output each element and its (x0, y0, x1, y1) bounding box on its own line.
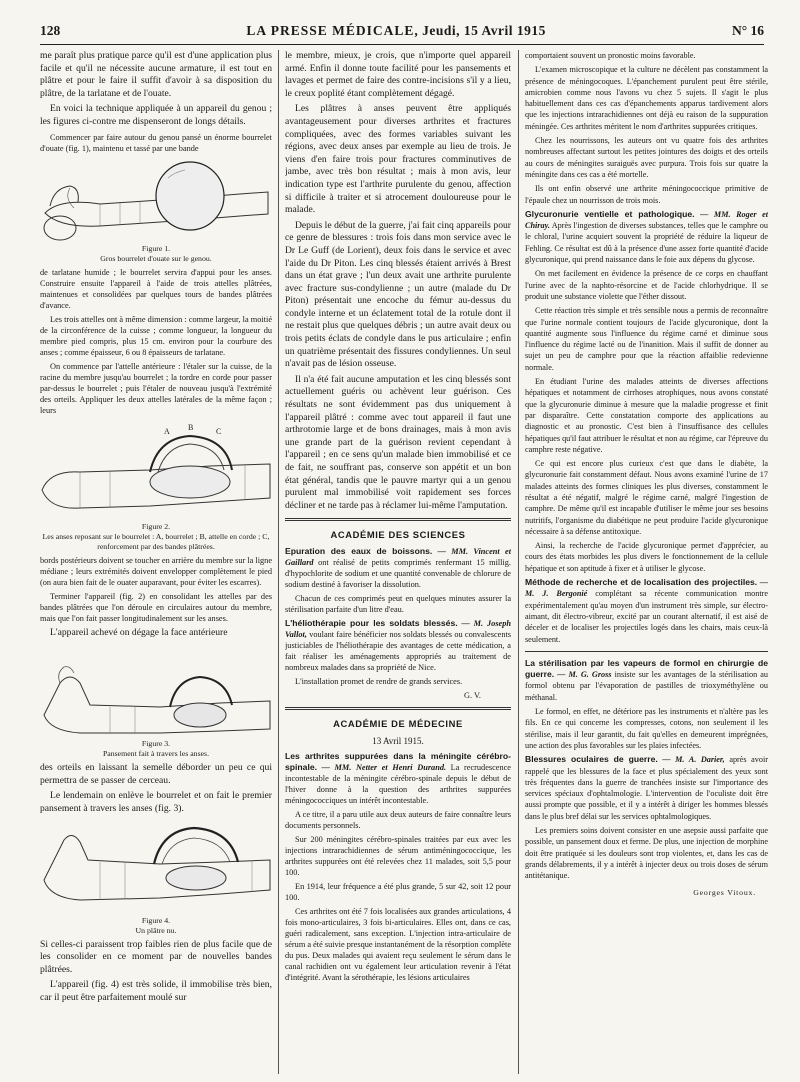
figure-2 (40, 420, 272, 552)
figure-caption-text: Gros bourrelet d'ouate sur le genou. (100, 253, 212, 263)
journal-title (246, 23, 546, 39)
abstract-text: complétant sa récente communication montre expérimentalement qu'au moyen d'un instrument très simple, sur électro-aimant, dit électro-vibreur, excité par un courant alternatif, il est aisé de déceler et de localiser les projectiles logés dans les chairs, mais ceux-là seulement. (525, 589, 768, 644)
abstract-title: Epuration des eaux de boissons. (285, 545, 433, 556)
paragraph: Commencer par faire autour du genou pansé un énorme bourrelet d'ouate (fig. 1), maintenu et tassé par une bande (40, 132, 272, 153)
column-divider (278, 50, 279, 1074)
figure-number: Figure 4. (141, 915, 171, 925)
figure-3 (40, 643, 272, 759)
paragraph: Cette réaction très simple et très sensible nous a permis de reconnaître que l'urine normale contient toujours de l'acide glycuronique, dont la quantité augmente sous l'influence du régime carné et diminue sous l'influence du régime lacté ou de l'inanition. Mais il suffit de donner au sujet un peu de camphre pour que la réaction affaiblie redevienne normale. (525, 306, 768, 372)
abstract-authors: — MM. Roger et Chiray. (525, 209, 768, 231)
abstract-authors: — M. J. Bergonié (525, 578, 768, 599)
paragraph: On met facilement en évidence la présence de ce corps en chauffant l'urine avec de la naphto-résorcine et de l'acide chlorhydrique. Il se produit une substance violette que l'éther dissout. (525, 269, 768, 301)
paragraph: Les plâtres à anses peuvent être appliqués avantageusement pour diverses arthrites et fractures compliquées, avec des formes variables suivant les régions, avec deux anses par exemple au lieu de trois. Je viens d'en faire trois pour fractures comminutives de jambe, avec très bon résultat ; mais à mon avis, leur indication type est l'arthrite purulente du genou, affection si difficile à traiter et si atrocement douloureuse pour le malade. (285, 103, 511, 216)
abstract (525, 577, 768, 645)
section-rule (525, 651, 768, 652)
figure-2-illustration (40, 420, 272, 522)
column-right (525, 50, 768, 1074)
page-header (40, 18, 764, 45)
column-middle (285, 50, 511, 1074)
abstract-authors: — M. A. Darier, (662, 755, 725, 765)
author-initials: G. V. (464, 690, 481, 700)
paragraph: A ce titre, il a paru utile aux deux auteurs de faire connaître leurs documents personnels. (285, 810, 511, 831)
section-rule (285, 707, 511, 710)
paragraph: bords postérieurs doivent se toucher en arrière du membre sur la ligne médiane ; leurs extrémités doivent envelopper complètement le pied (on aura bien fait de le ouater auparavant, pour éviter les escarres). (40, 555, 272, 587)
paragraph: des orteils en laissant la semelle déborder un peu ce qui permettra de se passer de cerceau. (40, 762, 272, 786)
session-date: 13 Avril 1915. (372, 735, 424, 746)
section-heading-academie-medecine: ACADÉMIE DE MÉDECINE (333, 717, 463, 729)
abstract-title: L'héliothérapie pour les soldats blessés. (285, 617, 458, 628)
paragraph: L'installation promet de rendre de grands services. (295, 676, 463, 686)
paragraph: L'examen microscopique et la culture ne décèlent pas constamment la présence de méningocoques. L'épanchement purulent peut être stérile, amicrobien comme nous l'avons vu chez 5 sujets. Il s'agit le plus habituellement dans ces cas d'épanchements apparus tardivement alors que les injections intrarachidiennes ont déjà eu raison de la suppuration méningée. Ces arthrites méritent le nom d'arthrites suppurées critiques. (525, 65, 768, 131)
abstract (525, 754, 768, 822)
abstract-authors: — MM. Vincent et Gaillard (285, 546, 511, 567)
section-rule (285, 518, 511, 521)
issue-number: N° 16 (731, 23, 764, 38)
signature: Georges Vitoux. (693, 888, 756, 898)
abstract (525, 658, 768, 703)
paragraph: me paraît plus pratique parce qu'il est d'une application plus facile et qu'il ne nécessite aucune armature, il est tout en plâtre et pour le faire il suffit d'avoir à sa disposition du plâtre, de la tarlatane et de l'ouate. (40, 50, 272, 99)
figure-number: Figure 2. (141, 521, 171, 531)
abstract-text: La recrudescence incontestable de la méningite cérébro-spinale depuis le début de l'hiver donne à la question des arthrites suppurées méningococciques un intérêt incontestable. (285, 763, 511, 806)
abstract-title: Glycuronurie ventielle et pathologique. (525, 208, 695, 219)
abstract (285, 546, 511, 590)
paragraph: Ils ont enfin observé une arthrite méningococcique primitive de l'épaule chez un nourrisson de trois mois. (525, 184, 768, 205)
column-left (40, 50, 272, 1074)
paragraph: L'appareil achevé on dégage la face antérieure (50, 626, 228, 638)
paragraph: Depuis le début de la guerre, j'ai fait cinq appareils pour ce genre de blessures : trois fois dans mon service avec le Dr Le Guff (de Lorient), deux fois dans le service et avec l'aide du Dr Piton. Les cinq blessés étaient arrivés à Brest dans un état grave ; l'un deux avait une arthrite purulente avec fracture sus-condylienne ; un autre (malade du Dr Piton) présentait une encoche du fémur au-dessus du condyle interne et un éclatement total de la rotule dont il ne restait plus que quelques débris ; un autre avait deux ou trois petits éclats de condyle dans le pus articulaire ; enfin un quatrième présentait des fissures condyliennes. Un seul n'avait pas de lésion osseuse. (285, 219, 511, 370)
figure-label-c: C (216, 426, 222, 436)
figure-number: Figure 1. (141, 243, 171, 253)
paragraph: de tarlatane humide ; le bourrelet servira d'appui pour les anses. Construire ensuite l'appareil à l'aide de trois attelles plâtrées, maintenues et consolidées par quelques tours de bandes plâtrées d'avance. (40, 267, 272, 310)
paragraph: comportaient souvent un pronostic moins favorable. (525, 51, 696, 60)
paragraph: Sur 200 méningites cérébro-spinales traitées par eux avec les injections intrarachidiennes de sérum antiméningococcique, les arthrites suppurées ont été relevées chez 11 malades, soit 5,5 pour 100. (285, 835, 511, 878)
abstract (525, 209, 768, 265)
abstract-authors: — M. Joseph Vallot, (285, 618, 511, 639)
figure-caption-text: Pansement fait à travers les anses. (102, 749, 210, 759)
column-divider (518, 50, 519, 1074)
figure-1 (40, 158, 272, 264)
paragraph: On commence par l'attelle antérieure : l'étaler sur la cuisse, de la racine du membre jusqu'au bourrelet ; la tordre en corde pour passer par-dessus le bourrelet ; puis l'étaler de nouveau jusqu'à l'extrémité des orteils. Appliquer les deux attelles latérales de la même façon ; leurs (40, 361, 272, 415)
abstract (285, 618, 511, 673)
paragraph: Ces arthrites ont été 7 fois localisées aux grandes articulations, 4 fois mono-articulaires, 3 fois bi-articulaires. Elles ont, dans ce cas, guéri radicalement, sans exception. L'injection intra-articulaire de sérum a été suivie presque instantanément de la résorption complète du pus. Deux malades qui avaient reçu seulement le sérum dans le canal rachidien ont vu également leur articulation revenir à l'état d'intégrité. Avant la sérothérapie, les lésions articulaires (285, 907, 511, 983)
paragraph: L'appareil (fig. 4) est très solide, il immobilise très bien, car il peut être parfaitement moulé sur (40, 979, 272, 1003)
paragraph: Si celles-ci paraissent trop faibles rien de plus facile que de les consolider en ce moment par de nouvelles bandes plâtrées. (40, 938, 272, 975)
abstract-authors: — M. G. Gross (557, 670, 612, 680)
figure-3-illustration (40, 643, 272, 739)
paragraph: Terminer l'appareil (fig. 2) en consolidant les attelles par des bandes plâtrées que l'on déroule en circulaires autour du membre, mais que l'on fait passer longitudinalement sur les anses. (40, 591, 272, 623)
abstract-text: après avoir rappelé que les blessures de la face et plus spécialement des yeux sont très fréquentes dans la guerre de tranchées insiste sur l'importance des services spéciaux d'ophtalmologie. L'intervention de l'oculiste doit être aussi prompte que possible, et il y a intérêt à diriger les hommes blessés dans le plus bref délai sur les services ophtalmologiques. (525, 755, 768, 821)
abstract-authors: — MM. Netter et Henri Durand. (321, 763, 447, 773)
abstract-text: insiste sur les avantages de la stérilisation au formol obtenu par l'évaporation de pastilles de trioxyméthylène ou méthanal. (525, 670, 768, 702)
paragraph: Le formol, en effet, ne détériore pas les instruments et n'altère pas les fils. En ce qui concerne les compresses, cotons, non seulement il les stérilise, mais il leur garantit, du fait qu'elles en demeurent imprégnées, une action des plus favorables sur les plaies infectées. (525, 707, 768, 750)
paragraph: Les premiers soins doivent consister en une asepsie aussi parfaite que possible, un pansement doux et ferme. De plus, une injection de morphine doit être pratiquée si les douleurs sont trop violentes, et, dans les cas de grands délabrements, il y a intérêt à injecter deux ou trois doses de sérum antitétanique. (525, 826, 768, 881)
paragraph: Il n'a été fait aucune amputation et les cinq blessés sont actuellement guéris ou achèvent leur guérison. Ces résultats ne sont évidemment pas dus uniquement à l'appareil plâtré : comme avec tout appareil il faut une arthrotomie large et de bons drainages, mais à mon avis une grande part de la guérison revient cependant à l'appareil ; en ce sens qu'un malade bien immobilisé et ce de fait, ne souffrant pas, conserve son appétit et un bon état général, tandis que le pauvre martyr qui a un genou purulent mal immobilisé voit rapidement ses forces décliner et ne tarde pas à réclamer lui-même l'amputation. (285, 373, 511, 511)
figure-caption (40, 739, 272, 759)
page-number: 128 (40, 23, 61, 38)
paragraph: Chez les nourrissons, les auteurs ont vu quatre fois des arthrites nombreuses affectant surtout les petites jointures des doigts et des orteils au cours de méningites suraiguës avec purpura. Trois fois sur quatre la méningite dans ces cas a été mortelle. (525, 136, 768, 179)
figure-caption (40, 916, 272, 936)
abstract-title: La stérilisation par les vapeurs de formol en chirurgie de guerre. (525, 657, 768, 680)
abstract-title: Méthode de recherche et de localisation des projectiles. (525, 577, 758, 588)
figure-caption-text: Un plâtre nu. (135, 925, 177, 935)
abstract-title: Blessures oculaires de guerre. (525, 754, 658, 765)
paragraph: Ce qui est encore plus curieux c'est que dans le diabète, la glycuronurie fait constamment défaut. Nous avons examiné l'urine de 17 malades atteints des formes cliniques les plus diverses, constamment le résultat a été négatif, malgré le régime carné, malgré l'ingestion de camphre. De même qu'il est incapable d'utiliser le même jour ses besoins nutritifs, l'organisme du diabétique ne peut produire l'acide glycuronique nécessaire à sa défense antitoxique. (525, 459, 768, 536)
figure-number: Figure 3. (141, 739, 171, 749)
paragraph: En voici la technique appliquée à un appareil du genou ; les figures ci-contre me dispenseront de longs détails. (40, 103, 272, 127)
abstract-text: Après l'ingestion de diverses substances, telles que le camphre ou le chloral, l'urine acquiert souvent la propriété de réduire la liqueur de Fehling. Ce résultat est dû à la présence d'une assez forte quantité d'acide glycuronique, qui prend naissance dans le foie aux dépens du glycose. (525, 221, 768, 265)
journal-name: LA PRESSE MÉDICALE (246, 23, 415, 38)
figure-caption (40, 244, 272, 264)
section-heading-academie-sciences: ACADÉMIE DES SCIENCES (330, 529, 466, 541)
abstract-text: ont réalisé de petits comprimés renfermant 15 millig. d'hypochlorite de sodium et une quantité convenable de chlorure de sodium destiné à favoriser la dissolution. (285, 557, 511, 589)
paragraph: Ainsi, la recherche de l'acide glycuronique permet d'apprécier, au cours des états morbides les plus divers le fonctionnement de la cellule hépatique et son aptitude à fixer et à utiliser le glycose. (525, 541, 768, 573)
paragraph: Les trois attelles ont à même dimension : comme largeur, la moitié de la circonférence de la cuisse ; comme longueur, la longueur du membre pied compris, plus 15 cm. environ pour la courbure des anses ; comme épaisseur, 6 ou 8 épaisseurs de tarlatane. (40, 314, 272, 357)
abstract-text: voulant faire bénéficier nos soldats blessés ou convalescents justiciables de l'héliothérapie des avantages de cette médication, a fait réaliser les aménagements appropriés au traitement de nombreux malades dans sa propriété de Nice. (285, 629, 511, 672)
figure-caption (40, 522, 272, 552)
figure-label-b: B (188, 422, 194, 432)
abstract-title: Les arthrites suppurées dans la méningite cérébro-spinale. (285, 751, 511, 773)
figure-caption-text: Les anses reposant sur le bourrelet : A, bourrelet ; B, attelle en corde ; C, renforcement par des bandes plâtrées. (42, 531, 270, 551)
abstract (285, 751, 511, 806)
figure-label-a: A (164, 426, 170, 436)
paragraph: Chacun de ces comprimés peut en quelques minutes assurer la stérilisation parfaite d'un litre d'eau. (285, 593, 511, 614)
paragraph: le membre, mieux, je crois, que n'importe quel appareil armé. Enfin il donne toute facilité pour les pansements et lavages et permet de faire des contre-incisions s'il y a lieu, le creux poplité étant complètement dégagé. (285, 50, 511, 99)
paragraph: Le lendemain on enlève le bourrelet et on fait le premier pansement à travers les anses (fig. 3). (40, 790, 272, 814)
figure-4-illustration (40, 820, 272, 916)
paragraph: En 1914, leur fréquence a été plus grande, 5 sur 42, soit 12 pour 100. (285, 882, 511, 903)
issue-date: , Jeudi, 15 Avril 1915 (414, 23, 546, 38)
figure-1-illustration (40, 158, 272, 244)
paragraph: En étudiant l'urine des malades atteints de diverses affections hépatiques et notamment de cirrhoses atrophiques, nous avons constaté que la glycuronurie diminue à mesure que la maladie progresse et finit par disparaître. Cette constatation comporte des applications au diagnostic et au pronostic. C'est bien à l'insuffisance des cellules hépatiques qu'il faut attribuer le résultat et non au régime, car l'épreuve du camphre reste négative. (525, 377, 768, 454)
figure-4 (40, 820, 272, 936)
